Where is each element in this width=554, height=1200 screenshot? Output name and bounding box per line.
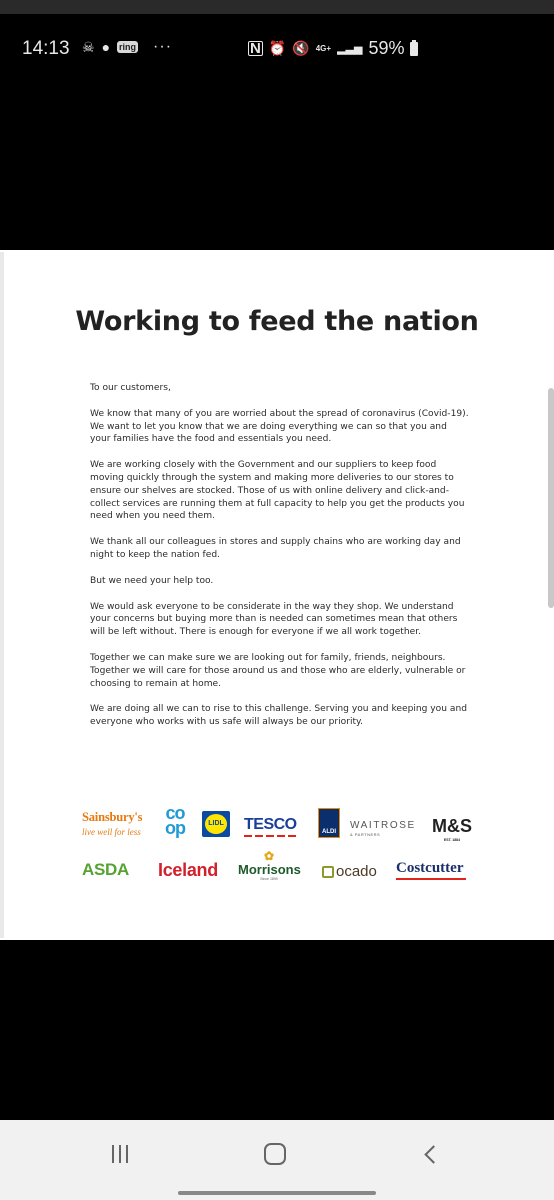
battery-percent: 59%: [368, 38, 405, 58]
waitrose-logo: WAITROSE & PARTNERS: [350, 820, 416, 837]
asda-logo: ASDA: [82, 860, 129, 879]
recent-apps-button[interactable]: [90, 1134, 150, 1174]
navigation-bar: [0, 1120, 554, 1200]
system-icons: [248, 38, 418, 59]
letter-paragraph: We thank all our colleagues in stores and supply chains who are working day and night to keep the nation fed.: [90, 537, 461, 560]
letter-body: [90, 382, 470, 742]
home-button[interactable]: [245, 1134, 305, 1174]
letter-paragraph: But we need your help too.: [90, 575, 214, 586]
more-notifications-icon: ···: [153, 38, 173, 55]
morrisons-logo: ✿ Morrisons Since 1899: [238, 849, 301, 881]
status-bar-top-strip: [0, 0, 554, 14]
ocado-mark-icon: [322, 866, 334, 878]
status-bar: [0, 0, 554, 100]
letter-salutation: To our customers,: [90, 383, 171, 393]
signal-icon: ▂▃▅: [337, 43, 363, 55]
ring-app-icon: ring: [119, 42, 137, 52]
sainsburys-logo: Sainsbury's live well for less: [82, 810, 143, 837]
nfc-icon: N: [250, 40, 261, 57]
lidl-logo: LIDL: [202, 811, 230, 837]
scrollbar-thumb[interactable]: [548, 388, 554, 608]
message-icon: ●: [101, 39, 111, 55]
back-icon: [424, 1145, 442, 1163]
morrisons-sunflower-icon: ✿: [263, 849, 275, 863]
gesture-pill: [178, 1191, 376, 1195]
ocado-logo: ocado: [322, 863, 377, 880]
costcutter-logo: Costcutter: [396, 860, 466, 880]
letter-title: Working to feed the nation: [75, 306, 479, 337]
letter-image[interactable]: [0, 250, 554, 940]
recent-apps-icon: [112, 1145, 128, 1163]
letter-paragraph: We would ask everyone to be considerate in the way they shop. We understand your concerns but buying more than is needed can sometimes mean that others will be left without. There is enough for everyone if we all work together.: [90, 601, 458, 638]
home-icon: [264, 1143, 286, 1165]
letter-paragraph: We are doing all we can to rise to this challenge. Serving you and keeping you and everyone who works with us safe will always be our priority.: [90, 704, 468, 728]
aldi-logo: ALDI: [318, 808, 340, 838]
tesco-logo: TESCO: [244, 816, 297, 837]
coop-logo: co op: [165, 803, 185, 838]
mute-icon: 🔇: [292, 40, 310, 56]
letter-paragraph: We know that many of you are worried about the spread of coronavirus (Covid-19). We want to let you know that we are doing everything we can so that you and your families have the food and essentials you need.: [90, 408, 469, 445]
page-edge: [0, 252, 4, 938]
4g-icon: 4G+: [315, 43, 332, 53]
usb-icon: ☠: [82, 38, 95, 55]
letter-paragraph: We are working closely with the Government and our suppliers to keep food moving quickly through the system and making more deliveries to our stores to ensure our shelves are stocked. Those of us with online delivery and click-and-collect services are running them at full capacity to help you get the products you need when you need them.: [90, 460, 465, 522]
marks-and-spencer-logo: M&S EST. 1884: [432, 816, 472, 842]
status-time: 14:13: [22, 38, 70, 59]
viewer-background: [0, 940, 554, 1120]
iceland-logo: Iceland: [158, 860, 218, 880]
back-button[interactable]: [400, 1134, 460, 1174]
alarm-icon: ⏰: [268, 40, 287, 56]
battery-icon: [410, 42, 418, 56]
letter-paragraph: Together we can make sure we are looking out for family, friends, neighbours. Together we will care for those around us and those who are elderly, vulnerable or choosing to remain at home.: [90, 652, 466, 689]
notification-icons: [82, 38, 172, 56]
